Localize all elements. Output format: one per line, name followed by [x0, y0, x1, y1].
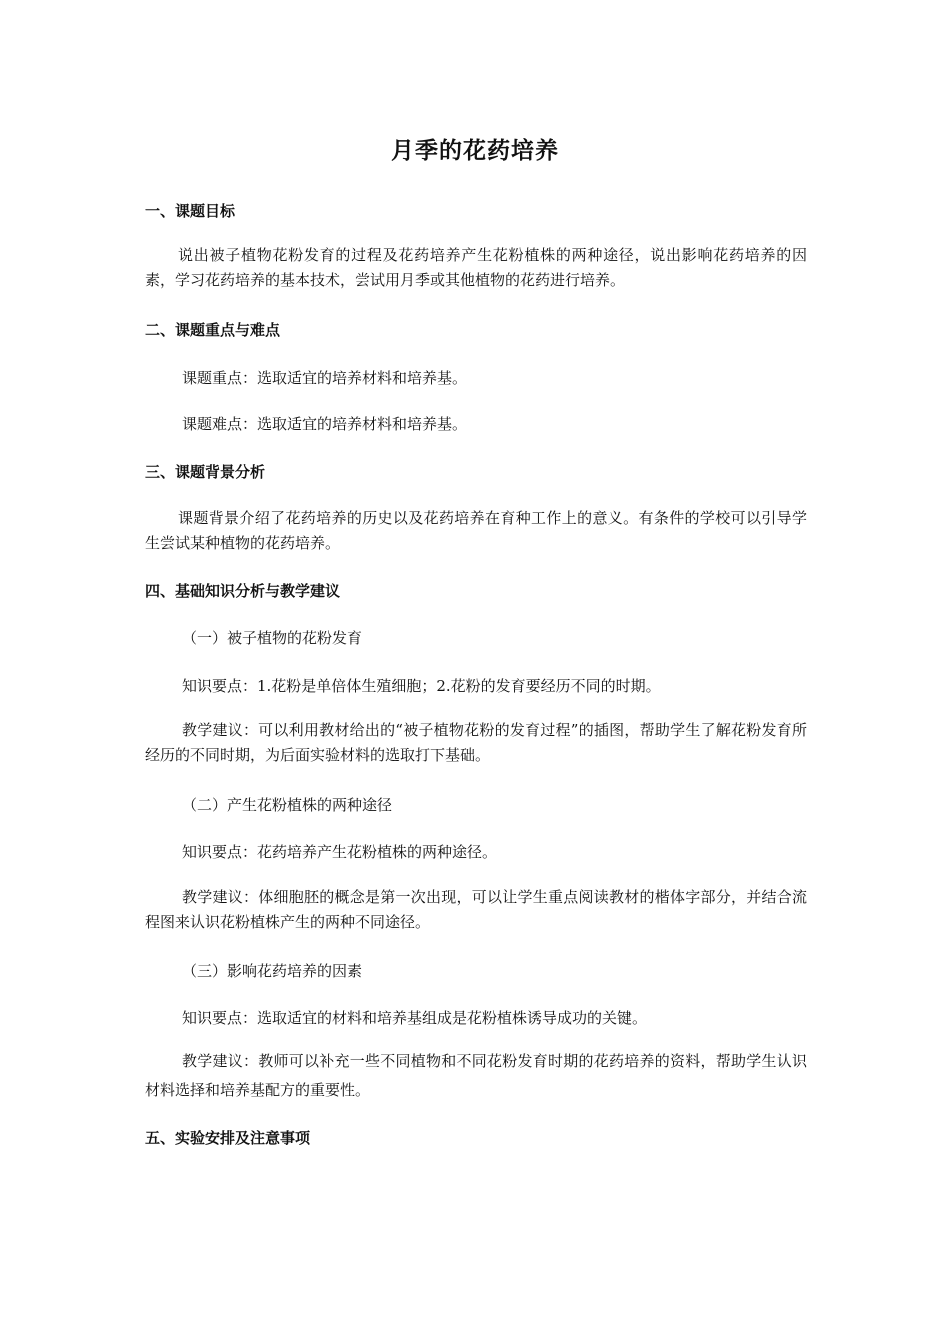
section-heading-goals: 一、课题目标	[145, 202, 236, 220]
key-point-text: 课题重点：选取适宜的培养材料和培养基。	[182, 369, 468, 387]
difficulty-text: 课题难点：选取适宜的培养材料和培养基。	[182, 415, 468, 433]
advice-influencing-factors: 教学建议：教师可以补充一些不同植物和不同花粉发育时期的花药培养的资料，帮助学生认识材料选择和培养基配方的重要性。	[145, 1052, 807, 1099]
points-influencing-factors: 知识要点：选取适宜的材料和培养基组成是花粉植株诱导成功的关键。	[182, 1009, 648, 1027]
advice-two-pathways: 教学建议：体细胞胚的概念是第一次出现，可以让学生重点阅读教材的楷体字部分，并结合流程图来认识花粉植株产生的两种不同途径。	[145, 888, 807, 931]
goals-paragraph: 说出被子植物花粉发育的过程及花药培养产生花粉植株的两种途径，说出影响花药培养的因素，学习花药培养的基本技术，尝试用月季或其他植物的花药进行培养。	[145, 246, 807, 289]
section-heading-key-points: 二、课题重点与难点	[145, 321, 281, 339]
section-heading-experiment: 五、实验安排及注意事项	[145, 1129, 311, 1147]
advice-pollen-development: 教学建议：可以利用教材给出的“被子植物花粉的发育过程”的插图，帮助学生了解花粉发育所经历的不同时期，为后面实验材料的选取打下基础。	[145, 721, 807, 764]
points-two-pathways: 知识要点：花药培养产生花粉植株的两种途径。	[182, 843, 498, 861]
subheading-two-pathways: （二）产生花粉植株的两种途径	[182, 796, 393, 814]
subheading-pollen-development: （一）被子植物的花粉发育	[182, 629, 363, 647]
section-heading-knowledge: 四、基础知识分析与教学建议	[145, 582, 341, 600]
section-heading-background: 三、课题背景分析	[145, 463, 266, 481]
subheading-influencing-factors: （三）影响花药培养的因素	[182, 962, 363, 980]
points-pollen-development: 知识要点：1.花粉是单倍体生殖细胞；2.花粉的发育要经历不同的时期。	[182, 677, 661, 695]
document-title: 月季的花药培养	[391, 138, 559, 164]
background-paragraph: 课题背景介绍了花药培养的历史以及花药培养在育种工作上的意义。有条件的学校可以引导学生尝试某种植物的花药培养。	[145, 509, 807, 552]
